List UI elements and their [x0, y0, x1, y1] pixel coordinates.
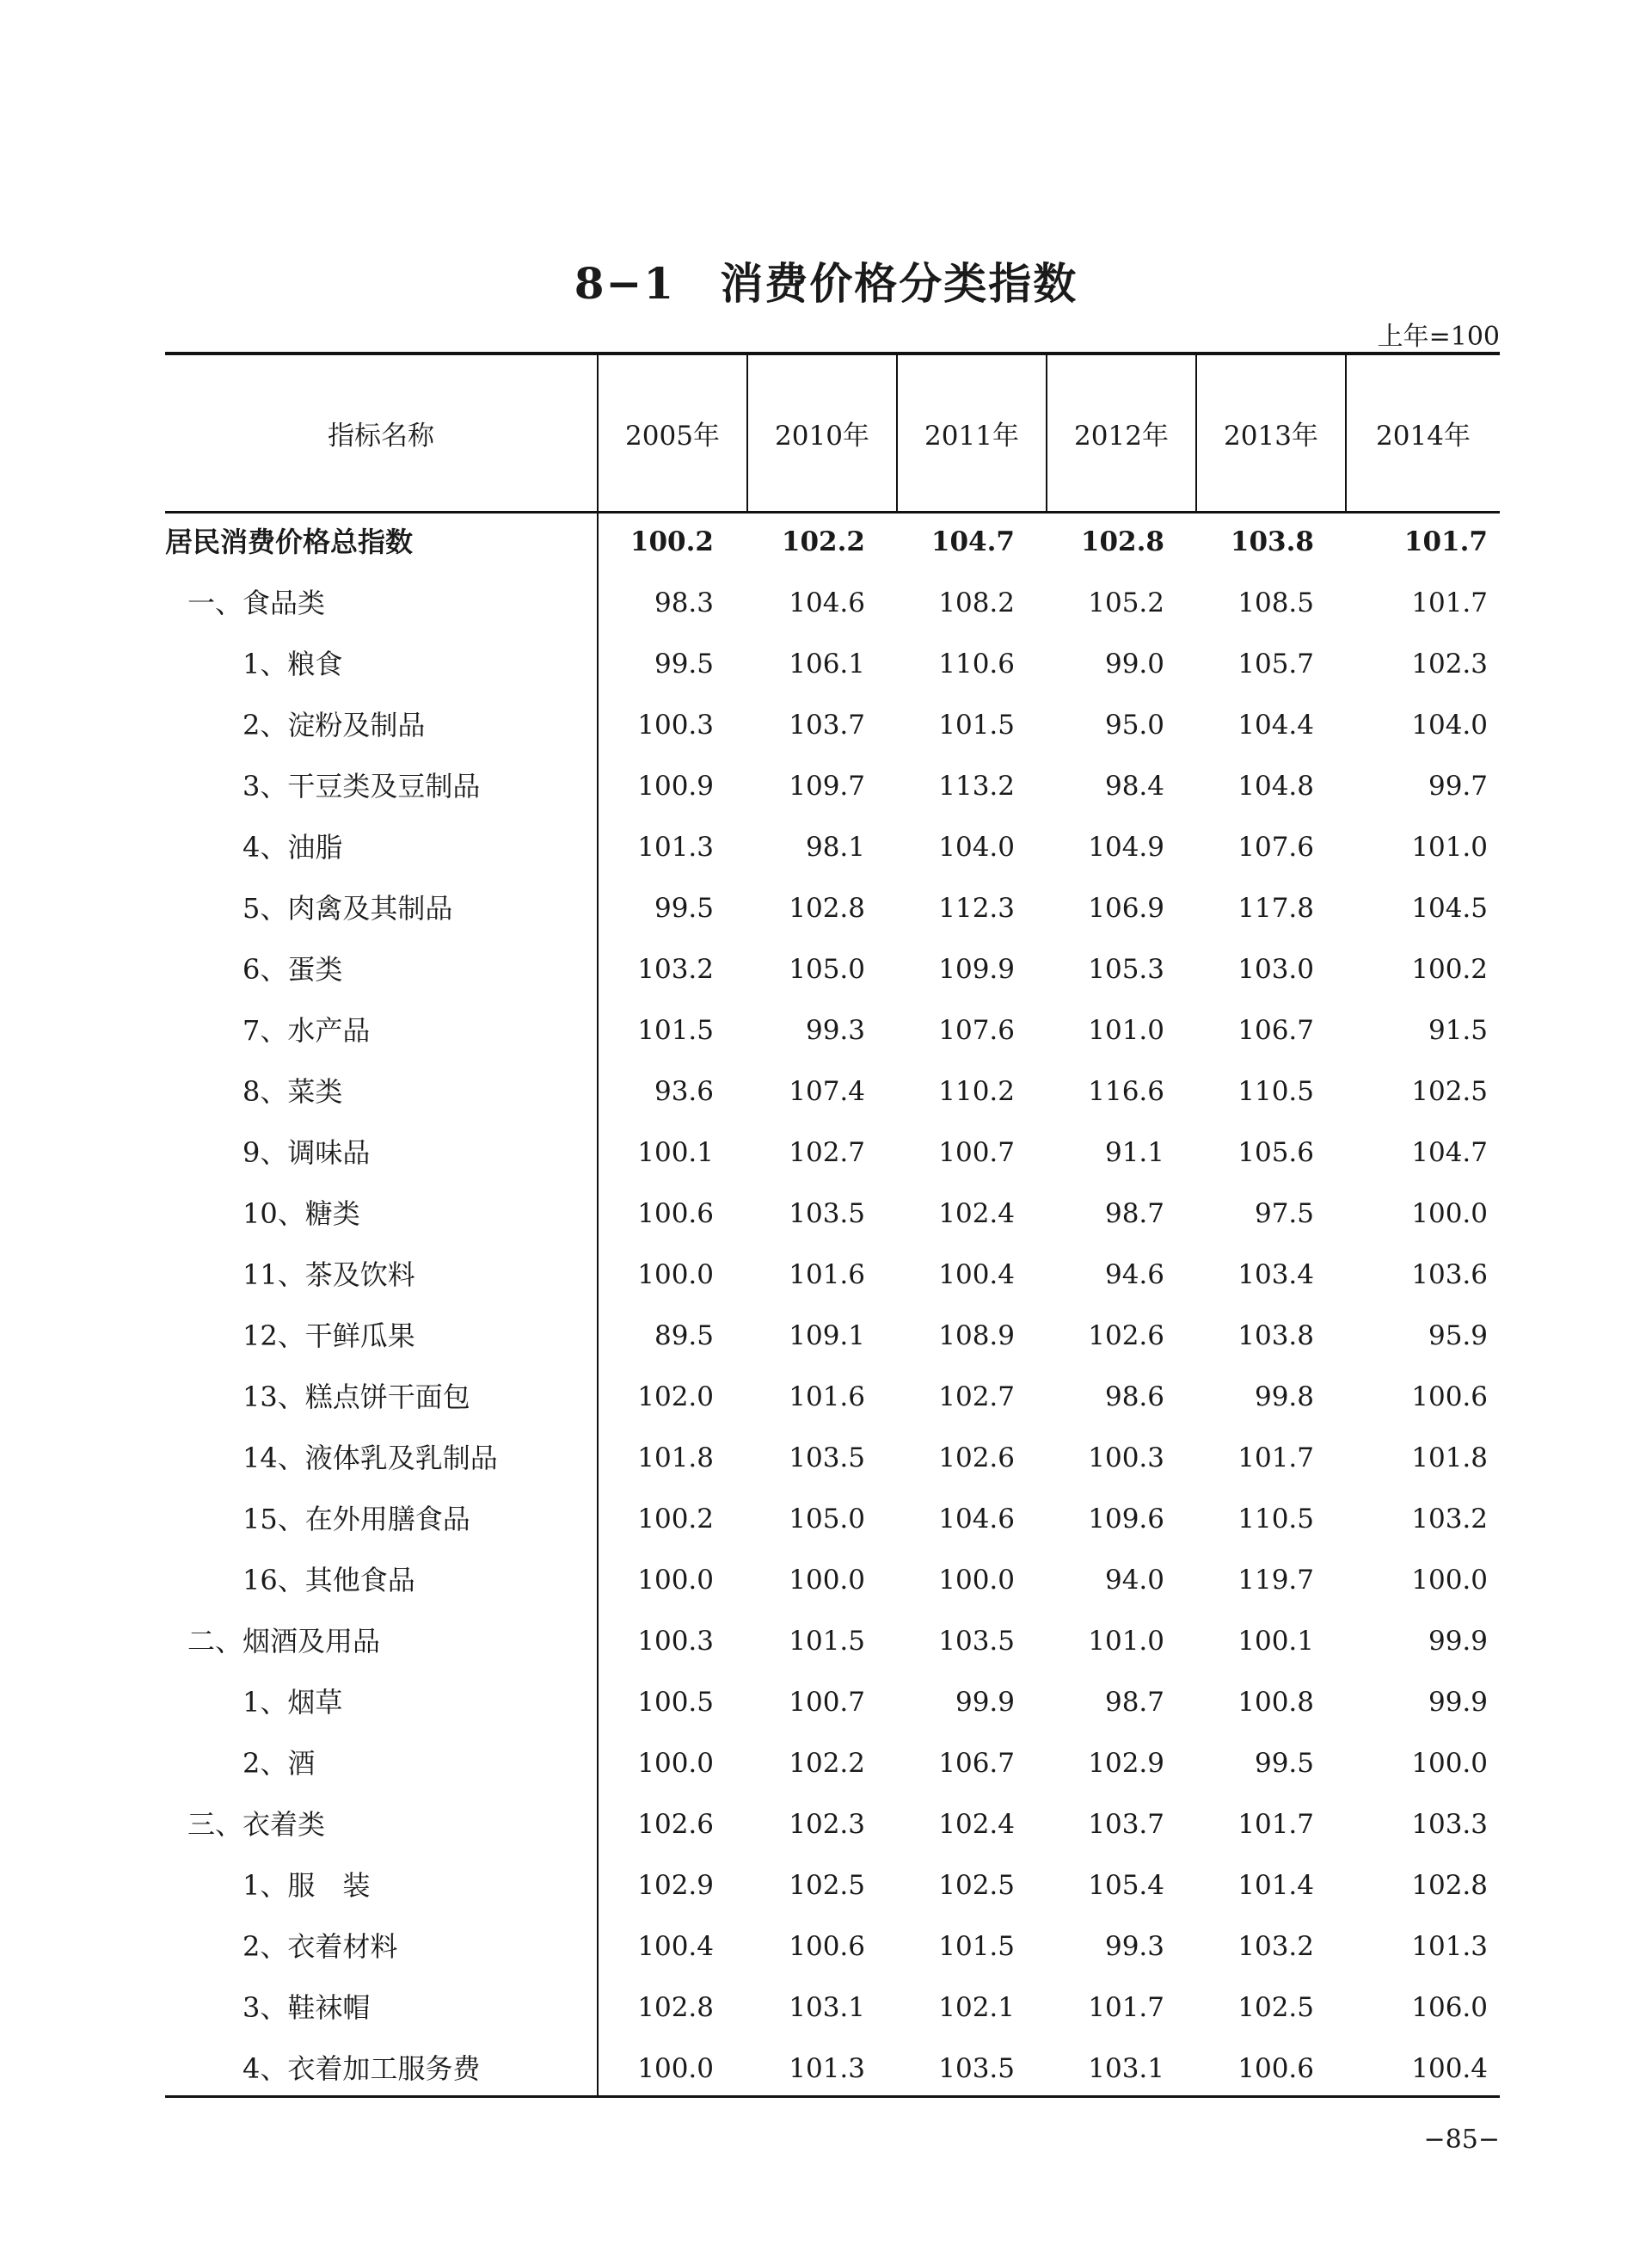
cell-value: 108.5 [1237, 587, 1314, 618]
row-label: 5、肉禽及其制品 [243, 892, 453, 925]
row-label: 13、糕点饼干面包 [243, 1381, 470, 1413]
cell-value: 100.0 [789, 1565, 865, 1596]
cell-value: 102.3 [1411, 649, 1488, 680]
cell-value: 100.7 [938, 1137, 1015, 1168]
table-row [165, 573, 1500, 634]
table-row [165, 817, 1500, 878]
cell-value: 110.2 [938, 1076, 1015, 1107]
cell-value: 109.1 [789, 1320, 865, 1351]
header-year-2014: 2014年 [1376, 420, 1471, 452]
cell-value: 101.8 [637, 1442, 714, 1473]
cell-value: 107.4 [789, 1076, 865, 1107]
row-label: 8、菜类 [243, 1075, 343, 1108]
cell-value: 100.3 [637, 1626, 714, 1657]
cell-value: 100.3 [1088, 1442, 1164, 1473]
cell-value: 104.7 [1411, 1137, 1488, 1168]
cell-value: 100.0 [637, 1259, 714, 1290]
cell-value: 103.7 [1088, 1809, 1164, 1840]
cell-value: 104.5 [1411, 893, 1488, 924]
cell-value: 101.5 [789, 1626, 865, 1657]
cell-value: 101.5 [938, 1931, 1015, 1962]
cell-value: 99.9 [1428, 1626, 1488, 1657]
page-number: −85− [1423, 2125, 1500, 2155]
table-row [165, 1061, 1500, 1122]
cell-value: 97.5 [1254, 1198, 1314, 1229]
cell-value: 102.5 [938, 1870, 1015, 1901]
cell-value: 101.8 [1411, 1442, 1488, 1473]
table-row [165, 1550, 1500, 1611]
row-label: 15、在外用膳食品 [243, 1503, 470, 1535]
row-label: 二、烟酒及用品 [187, 1625, 381, 1657]
cell-value: 102.9 [637, 1870, 714, 1901]
cell-value: 109.7 [789, 771, 865, 802]
cell-value: 100.6 [789, 1931, 865, 1962]
cell-value: 112.3 [938, 893, 1015, 924]
table-row [165, 2039, 1500, 2100]
row-label: 居民消费价格总指数 [165, 526, 414, 558]
cell-value: 102.8 [789, 893, 865, 924]
cell-value: 104.0 [1411, 710, 1488, 741]
cell-value: 100.9 [637, 771, 714, 802]
cell-value: 99.3 [805, 1015, 865, 1046]
cell-value: 102.6 [938, 1442, 1015, 1473]
cell-value: 106.1 [789, 649, 865, 680]
row-label: 2、淀粉及制品 [243, 709, 426, 741]
row-label: 4、油脂 [243, 831, 343, 864]
cell-value: 105.3 [1088, 954, 1164, 985]
table-row [165, 1855, 1500, 1916]
table-row [165, 1672, 1500, 1733]
cell-value: 104.8 [1237, 771, 1314, 802]
header-year-2011: 2011年 [924, 420, 1019, 452]
cell-value: 101.5 [938, 710, 1015, 741]
table-row [165, 1367, 1500, 1428]
cell-value: 94.0 [1104, 1565, 1164, 1596]
cell-value: 106.9 [1088, 893, 1164, 924]
cell-value: 100.0 [637, 1748, 714, 1779]
table-row [165, 1000, 1500, 1061]
cell-value: 105.6 [1237, 1137, 1314, 1168]
cell-value: 117.8 [1237, 893, 1314, 924]
cell-value: 99.9 [955, 1687, 1015, 1718]
cell-value: 100.2 [1411, 954, 1488, 985]
table-row [165, 1611, 1500, 1672]
cell-value: 109.6 [1088, 1504, 1164, 1534]
cell-value: 99.8 [1254, 1381, 1314, 1412]
row-label: 14、液体乳及乳制品 [243, 1442, 498, 1474]
cell-value: 99.5 [654, 893, 714, 924]
table-row [165, 512, 1500, 573]
cell-value: 98.6 [1104, 1381, 1164, 1412]
cell-value: 99.9 [1428, 1687, 1488, 1718]
cell-value: 102.4 [938, 1198, 1015, 1229]
cell-value: 103.5 [789, 1442, 865, 1473]
cell-value: 103.2 [1237, 1931, 1314, 1962]
cell-value: 101.0 [1088, 1626, 1164, 1657]
cell-value: 103.8 [1230, 526, 1314, 557]
cell-value: 100.2 [637, 1504, 714, 1534]
cell-value: 89.5 [654, 1320, 714, 1351]
row-label: 1、粮食 [243, 648, 343, 680]
cell-value: 100.6 [1411, 1381, 1488, 1412]
cell-value: 102.8 [1411, 1870, 1488, 1901]
cell-value: 101.6 [789, 1381, 865, 1412]
cell-value: 102.2 [789, 1748, 865, 1779]
row-label: 1、服 装 [243, 1869, 371, 1902]
table-row [165, 1122, 1500, 1184]
cell-value: 101.7 [1237, 1809, 1314, 1840]
cell-value: 91.5 [1428, 1015, 1488, 1046]
row-label: 9、调味品 [243, 1136, 371, 1169]
table-title: 8−1 消费价格分类指数 [574, 258, 1078, 309]
cell-value: 103.5 [938, 1626, 1015, 1657]
cell-value: 103.1 [1088, 2053, 1164, 2084]
cell-value: 100.4 [637, 1931, 714, 1962]
cell-value: 100.1 [1237, 1626, 1314, 1657]
header-year-2005: 2005年 [625, 420, 720, 452]
cell-value: 101.0 [1088, 1015, 1164, 1046]
cell-value: 100.0 [1411, 1748, 1488, 1779]
cell-value: 110.6 [938, 649, 1015, 680]
table-row [165, 1245, 1500, 1306]
cell-value: 102.1 [938, 1992, 1015, 2023]
cell-value: 109.9 [938, 954, 1015, 985]
cell-value: 107.6 [1237, 832, 1314, 863]
cell-value: 105.4 [1088, 1870, 1164, 1901]
cell-value: 98.1 [805, 832, 865, 863]
cell-value: 104.0 [938, 832, 1015, 863]
row-label: 一、食品类 [187, 587, 326, 619]
cell-value: 104.9 [1088, 832, 1164, 863]
cell-value: 105.0 [789, 954, 865, 985]
cell-value: 108.2 [938, 587, 1015, 618]
cell-value: 102.6 [637, 1809, 714, 1840]
header-year-2010: 2010年 [775, 420, 869, 452]
cell-value: 100.6 [1237, 2053, 1314, 2084]
cell-value: 103.5 [789, 1198, 865, 1229]
cell-value: 100.0 [1411, 1198, 1488, 1229]
cell-value: 101.3 [789, 2053, 865, 2084]
cell-value: 110.5 [1237, 1504, 1314, 1534]
table-row [165, 878, 1500, 939]
table-row [165, 1733, 1500, 1794]
cell-value: 107.6 [938, 1015, 1015, 1046]
table-row [165, 1428, 1500, 1489]
cell-value: 103.3 [1411, 1809, 1488, 1840]
row-label: 2、酒 [243, 1747, 316, 1780]
cell-value: 98.7 [1104, 1198, 1164, 1229]
row-label: 3、干豆类及豆制品 [243, 770, 481, 803]
cell-value: 106.7 [938, 1748, 1015, 1779]
cell-value: 103.8 [1237, 1320, 1314, 1351]
cell-value: 101.7 [1411, 587, 1488, 618]
cell-value: 98.7 [1104, 1687, 1164, 1718]
row-label: 三、衣着类 [187, 1808, 326, 1841]
cell-value: 100.1 [637, 1137, 714, 1168]
cell-value: 101.6 [789, 1259, 865, 1290]
cell-value: 99.3 [1104, 1931, 1164, 1962]
table-row [165, 1489, 1500, 1550]
cell-value: 105.0 [789, 1504, 865, 1534]
cell-value: 110.5 [1237, 1076, 1314, 1107]
header-name-column: 指标名称 [328, 420, 434, 452]
cell-value: 100.4 [1411, 2053, 1488, 2084]
row-label: 10、糖类 [243, 1197, 360, 1230]
row-label: 1、烟草 [243, 1686, 343, 1719]
cell-value: 102.7 [938, 1381, 1015, 1412]
cell-value: 101.0 [1411, 832, 1488, 863]
cell-value: 98.4 [1104, 771, 1164, 802]
cell-value: 101.7 [1088, 1992, 1164, 2023]
cell-value: 100.5 [637, 1687, 714, 1718]
cell-value: 103.0 [1237, 954, 1314, 985]
cell-value: 103.6 [1411, 1259, 1488, 1290]
cell-value: 98.3 [654, 587, 714, 618]
cell-value: 106.0 [1411, 1992, 1488, 2023]
cell-value: 103.5 [938, 2053, 1015, 2084]
cell-value: 101.4 [1237, 1870, 1314, 1901]
cell-value: 100.6 [637, 1198, 714, 1229]
cell-value: 116.6 [1088, 1076, 1164, 1107]
table-row [165, 695, 1500, 756]
cell-value: 102.7 [789, 1137, 865, 1168]
cell-value: 100.3 [637, 710, 714, 741]
cell-value: 103.2 [1411, 1504, 1488, 1534]
header-year-2012: 2012年 [1074, 420, 1169, 452]
cell-value: 101.7 [1237, 1442, 1314, 1473]
cell-value: 104.4 [1237, 710, 1314, 741]
cell-value: 100.7 [789, 1687, 865, 1718]
row-label: 7、水产品 [243, 1014, 371, 1047]
unit-note: 上年=100 [1377, 322, 1500, 352]
cell-value: 101.3 [1411, 1931, 1488, 1962]
cell-value: 102.9 [1088, 1748, 1164, 1779]
cell-value: 105.2 [1088, 587, 1164, 618]
cell-value: 102.5 [1237, 1992, 1314, 2023]
cell-value: 102.8 [637, 1992, 714, 2023]
cell-value: 100.8 [1237, 1687, 1314, 1718]
row-label: 4、衣着加工服务费 [243, 2052, 481, 2085]
cell-value: 102.0 [637, 1381, 714, 1412]
cell-value: 102.4 [938, 1809, 1015, 1840]
cell-value: 94.6 [1104, 1259, 1164, 1290]
row-label: 12、干鲜瓜果 [243, 1319, 415, 1352]
cell-value: 101.3 [637, 832, 714, 863]
table-row [165, 756, 1500, 817]
cell-value: 95.0 [1104, 710, 1164, 741]
cell-value: 104.6 [938, 1504, 1015, 1534]
cell-value: 100.4 [938, 1259, 1015, 1290]
cell-value: 102.5 [789, 1870, 865, 1901]
table-row [165, 1916, 1500, 1977]
row-label: 3、鞋袜帽 [243, 1991, 371, 2024]
table-row [165, 1184, 1500, 1245]
cell-value: 93.6 [654, 1076, 714, 1107]
cell-value: 113.2 [938, 771, 1015, 802]
cell-value: 104.7 [930, 526, 1015, 557]
cell-value: 100.0 [938, 1565, 1015, 1596]
cell-value: 100.0 [637, 2053, 714, 2084]
cell-value: 103.2 [637, 954, 714, 985]
cell-value: 108.9 [938, 1320, 1015, 1351]
cell-value: 102.5 [1411, 1076, 1488, 1107]
cell-value: 103.7 [789, 710, 865, 741]
row-label: 6、蛋类 [243, 953, 343, 986]
table-row [165, 1977, 1500, 2039]
cell-value: 106.7 [1237, 1015, 1314, 1046]
cell-value: 102.2 [781, 526, 865, 557]
cell-value: 104.6 [789, 587, 865, 618]
cell-value: 100.2 [629, 526, 714, 557]
cell-value: 99.5 [1254, 1748, 1314, 1779]
cell-value: 103.4 [1237, 1259, 1314, 1290]
row-label: 16、其他食品 [243, 1564, 415, 1596]
cell-value: 105.7 [1237, 649, 1314, 680]
cell-value: 95.9 [1428, 1320, 1488, 1351]
cell-value: 99.7 [1428, 771, 1488, 802]
header-year-2013: 2013年 [1224, 420, 1318, 452]
cell-value: 101.5 [637, 1015, 714, 1046]
cell-value: 119.7 [1237, 1565, 1314, 1596]
cell-value: 100.0 [637, 1565, 714, 1596]
table-row [165, 939, 1500, 1000]
row-label: 11、茶及饮料 [243, 1258, 415, 1291]
cell-value: 91.1 [1104, 1137, 1164, 1168]
cell-value: 103.1 [789, 1992, 865, 2023]
table-row [165, 1794, 1500, 1855]
cell-value: 102.8 [1080, 526, 1164, 557]
cell-value: 100.0 [1411, 1565, 1488, 1596]
table-row [165, 1306, 1500, 1367]
cell-value: 99.0 [1104, 649, 1164, 680]
cell-value: 102.3 [789, 1809, 865, 1840]
cell-value: 101.7 [1403, 526, 1488, 557]
cell-value: 102.6 [1088, 1320, 1164, 1351]
table-row [165, 634, 1500, 695]
cell-value: 99.5 [654, 649, 714, 680]
row-label: 2、衣着材料 [243, 1930, 398, 1963]
